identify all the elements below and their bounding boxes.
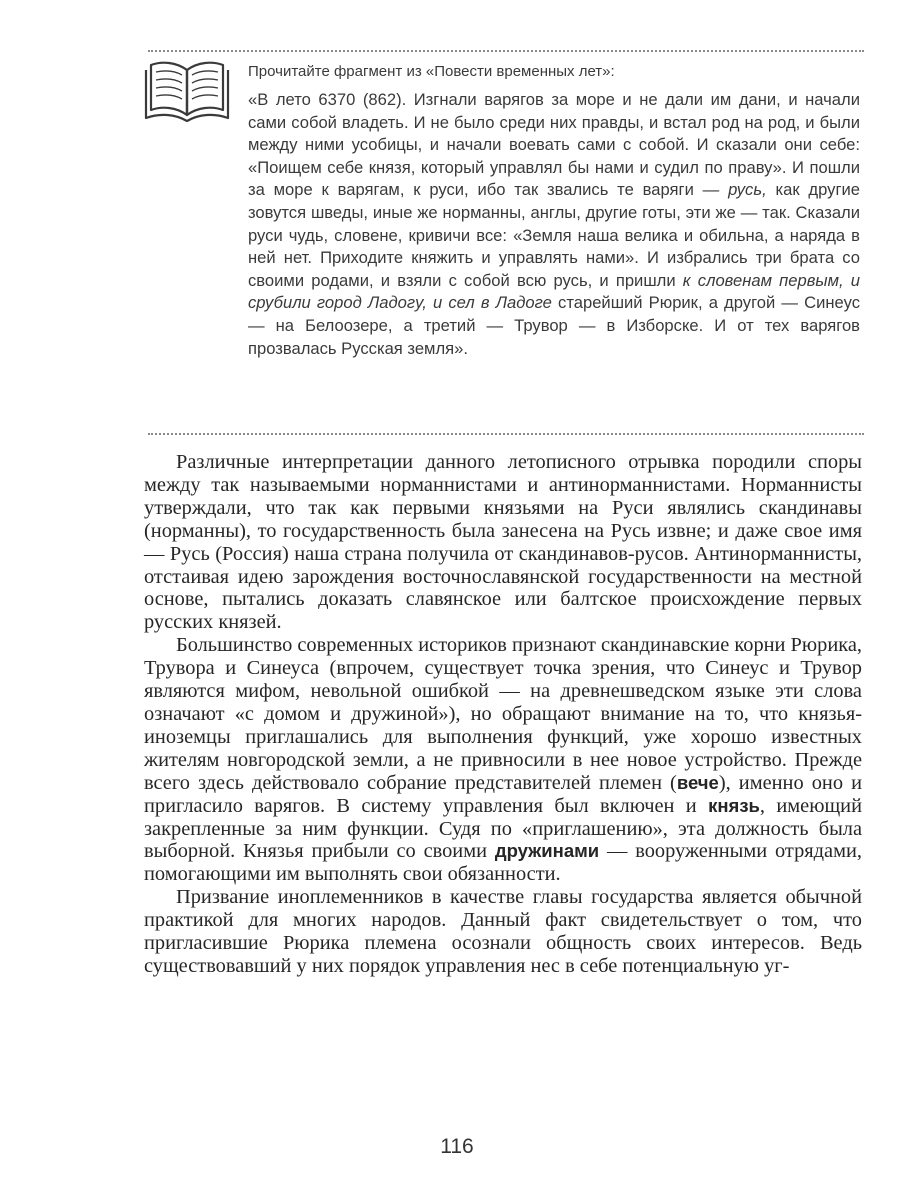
quote-italic-1: русь, (728, 180, 767, 200)
term-druzhina: дружинами (494, 840, 600, 862)
source-excerpt (248, 62, 860, 360)
paragraph-2-part-a: Большинство современных историков признают скандинавские корни Рюрика, Трувора и Синеуса (впрочем, существует точка зрения, что Синеус и Трувор являются мифом, невольной ошибкой — на древнешведском языке эти слова означают «с домом и дружиной»), но обращают внимание на то, что князья-иноземцы приглашались для выполнения функций, уже хорошо известных жителям новгородской земли, а не привносили в нее новое устройство. Прежде всего здесь действовало собрание представителей племен ( (144, 634, 862, 794)
paragraph-2-part-c: , имеющий закрепленные за ним функции. Судя по «приглашению», эта должность была выборной. Князья прибыли со своими (144, 794, 862, 863)
excerpt-instruction: Прочитайте фрагмент из «Повести временных лет»: (248, 63, 615, 80)
top-dotted-divider (148, 50, 864, 52)
bottom-dotted-divider (148, 433, 864, 435)
paragraph-2 (144, 634, 862, 886)
quote-part-2: как другие зовутся шведы, иные же норманны, англы, другие готы, эти же — так. Сказали руси чудь, словене, кривичи все: «Земля наша велика и обильна, а наряда в ней нет. Приходите княжить и управлять нами». И избрались три брата со своими родами, и взяли с собой всю русь, и пришли (248, 180, 860, 290)
quote-italic-2: к словенам первым, и срубили город Ладогу, и сел в Ладоге (248, 270, 860, 313)
paragraph-3: Призвание иноплеменников в качестве главы государства является обычной практикой для многих народов. Данный факт свидетельствует о том, что пригласившие Рюрика племена осознали общность своих интересов. Ведь существовавший у них порядок управления нес в себе потенциальную уг- (144, 886, 862, 977)
chronicle-quote (248, 89, 860, 360)
term-veche: вече (676, 771, 719, 793)
open-book-icon (142, 58, 232, 124)
quote-part-1: «В лето 6370 (862). Изгнали варягов за море и не дали им дани, и начали сами собой владеть. И не было среди них правды, и встал род на род, и были между ними усобицы, и начали воевать сами с собой. И сказали они себе: «Поищем себе князя, который управлял бы нами и судил по праву». И пошли за море к варягам, к руси, ибо так звались те варяги — (248, 90, 860, 200)
paragraph-2-part-b: ), именно оно и пригласило варягов. В систему управления был включен и (144, 771, 862, 817)
paragraph-1: Различные интерпретации данного летописного отрывка породили споры между так называемыми норманнистами и антинорманнистами. Норманнисты утверждали, что так как первыми князьями на Руси являлись скандинавы (норманны), то государственность была занесена на Русь извне; и даже свое имя — Русь (Россия) наша страна получила от скандинавов-русов. Антинорманнисты, отстаивая идею зарождения восточнославянской государственности на местной основе, пытались доказать славянское или балтское происхождение первых русских князей. (144, 451, 862, 634)
paragraph-2-part-d: — вооруженными отрядами, помогающими им выполнять свои обязанности. (144, 840, 862, 886)
quote-part-3: старейший Рюрик, а другой — Синеус — на Белоозере, а третий — Трувор — в Изборске. И от тех варягов прозвалась Русская земля». (248, 293, 860, 358)
body-text (144, 451, 862, 978)
page-number: 116 (440, 1135, 474, 1158)
term-knyaz: князь (708, 794, 760, 816)
